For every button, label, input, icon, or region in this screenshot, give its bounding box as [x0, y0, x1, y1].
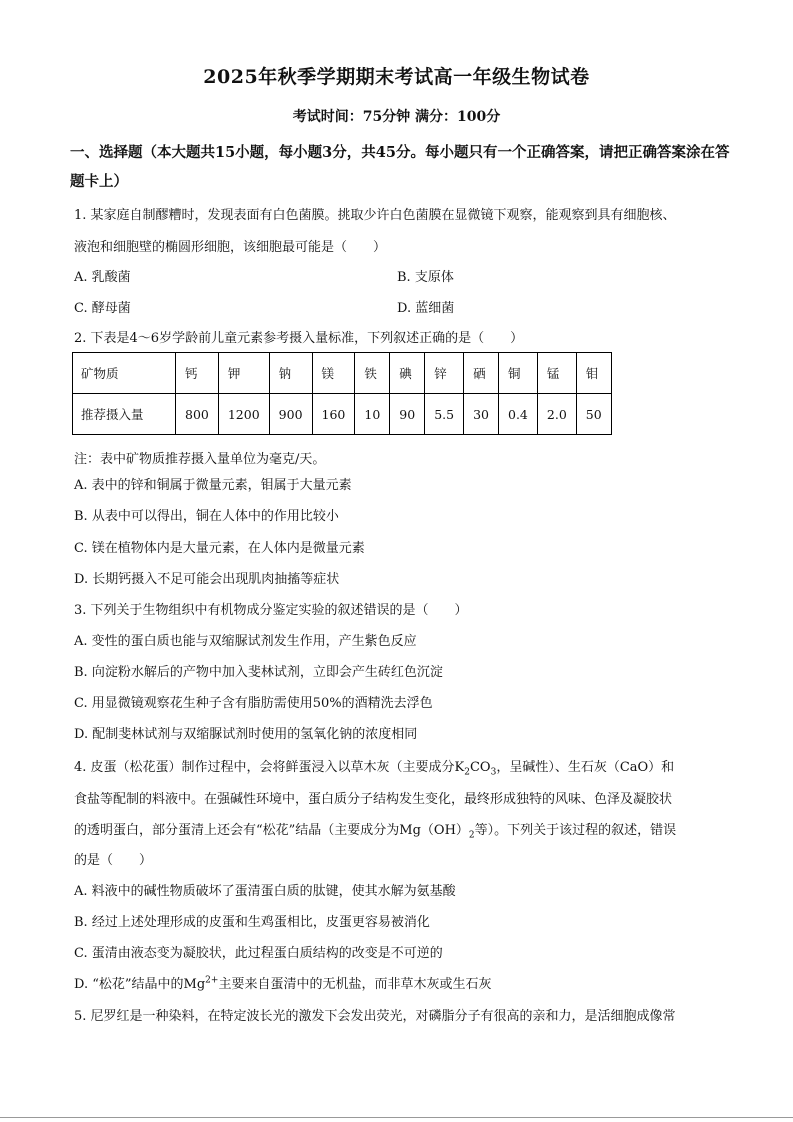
element-header: 锌: [425, 353, 464, 394]
q4-line1-text: CO: [469, 760, 491, 775]
q4-option-a: A. 料液中的碱性物质破坏了蛋清蛋白质的肽键，使其水解为氨基酸: [74, 884, 456, 899]
element-header: 钠: [269, 353, 312, 394]
exam-title: 2025年秋季学期期末考试高一年级生物试卷: [203, 66, 590, 88]
q4-line1-text: ，呈碱性）、生石灰（CaO）和: [496, 760, 675, 775]
q4-stem-line2: 食盐等配制的料液中。在强碱性环境中，蛋白质分子结构发生变化，最终形成独特的风味、色泽及凝胶状: [74, 792, 673, 807]
subscript: 3: [490, 767, 497, 778]
mineral-intake-table: [72, 352, 612, 435]
q4-stem-line1: [74, 756, 674, 778]
intake-value: 1200: [218, 394, 269, 435]
q3-option-a: A. 变性的蛋白质也能与双缩脲试剂发生作用，产生紫色反应: [74, 634, 417, 649]
q2-table-note: 注：表中矿物质推荐摄入量单位为毫克/天。: [74, 452, 326, 467]
q2-option-a: A. 表中的锌和铜属于微量元素，钼属于大量元素: [74, 478, 352, 493]
intake-value: 30: [464, 394, 499, 435]
table-header-row: [73, 353, 612, 394]
q1-stem-line1: 1. 某家庭自制醪糟时，发现表面有白色菌膜。挑取少许白色菌膜在显微镜下观察，能观察到具有细胞核、: [74, 208, 676, 223]
q3-option-d: D. 配制斐林试剂与双缩脲试剂时使用的氢氧化钠的浓度相同: [74, 727, 418, 742]
element-header: 钙: [176, 353, 219, 394]
q4-line3-text: 等）。下列关于该过程的叙述，错误: [474, 823, 677, 838]
intake-value: 900: [269, 394, 312, 435]
intake-value: 10: [355, 394, 390, 435]
q5-stem-line1: 5. 尼罗红是一种染料，在特定波长光的激发下会发出荧光，对磷脂分子有很高的亲和力，是活细胞成像常: [74, 1009, 676, 1024]
q1-option-a: A. 乳酸菌: [74, 270, 131, 285]
intake-value: 2.0: [537, 394, 576, 435]
q1-option-b: B. 支原体: [397, 270, 454, 285]
section-heading: 一、选择题（本大题共15小题，每小题3分，共45分。每小题只有一个正确答案，请把正确答案涂在答题卡上）: [70, 144, 730, 190]
q4-option-c: C. 蛋清由液态变为凝胶状，此过程蛋白质结构的改变是不可逆的: [74, 946, 443, 961]
table-value-row: [73, 394, 612, 435]
q4-line1-text: 4. 皮蛋（松花蛋）制作过程中，会将鲜蛋浸入以草木灰（主要成分K: [74, 760, 465, 775]
table-row-label: 推荐摄入量: [73, 394, 176, 435]
q4-option-b: B. 经过上述处理形成的皮蛋和生鸡蛋相比，皮蛋更容易被消化: [74, 915, 430, 930]
q2-option-c: C. 镁在植物体内是大量元素，在人体内是微量元素: [74, 541, 365, 556]
intake-value: 90: [390, 394, 425, 435]
exam-time-score: 考试时间：75分钟 满分：100分: [292, 109, 501, 125]
q4-option-d: [74, 973, 491, 992]
intake-value: 800: [176, 394, 219, 435]
q1-stem-line2: 液泡和细胞壁的椭圆形细胞，该细胞最可能是（ ）: [74, 240, 387, 255]
q4-optD-text: D. “松花”结晶中的Mg: [74, 977, 206, 992]
intake-value: 50: [576, 394, 611, 435]
q4-optD-text: 主要来自蛋清中的无机盐，而非草木灰或生石灰: [218, 977, 492, 992]
q2-option-b: B. 从表中可以得出，铜在人体中的作用比较小: [74, 509, 339, 524]
subscript: 2: [464, 767, 470, 778]
q2-option-d: D. 长期钙摄入不足可能会出现肌肉抽搐等症状: [74, 572, 340, 587]
q3-stem: 3. 下列关于生物组织中有机物成分鉴定实验的叙述错误的是（ ）: [74, 603, 468, 618]
element-header: 硒: [464, 353, 499, 394]
subscript: 2: [468, 830, 475, 841]
element-header: 钾: [218, 353, 269, 394]
table-header-label: 矿物质: [73, 353, 176, 394]
q1-option-c: C. 酵母菌: [74, 301, 131, 316]
q4-stem-line3: [74, 819, 676, 841]
intake-value: 5.5: [425, 394, 464, 435]
element-header: 锰: [537, 353, 576, 394]
intake-value: 0.4: [499, 394, 538, 435]
q2-stem: 2. 下表是4～6岁学龄前儿童元素参考摄入量标准，下列叙述正确的是（ ）: [74, 331, 524, 346]
element-header: 镁: [312, 353, 355, 394]
q3-option-b: B. 向淀粉水解后的产物中加入斐林试剂，立即会产生砖红色沉淀: [74, 665, 443, 680]
element-header: 碘: [390, 353, 425, 394]
element-header: 钼: [576, 353, 611, 394]
q1-option-d: D. 蓝细菌: [397, 301, 455, 316]
q4-line3-text: 的透明蛋白，部分蛋清上还会有“松花”结晶（主要成分为Mg（OH）: [74, 823, 469, 838]
q4-stem-line4: 的是（ ）: [74, 853, 153, 868]
q3-option-c: C. 用显微镜观察花生种子含有脂肪需使用50%的酒精洗去浮色: [74, 696, 433, 711]
element-header: 铜: [499, 353, 538, 394]
element-header: 铁: [355, 353, 390, 394]
page-bottom-divider: [0, 1117, 793, 1118]
superscript: 2+: [205, 975, 219, 986]
intake-value: 160: [312, 394, 355, 435]
